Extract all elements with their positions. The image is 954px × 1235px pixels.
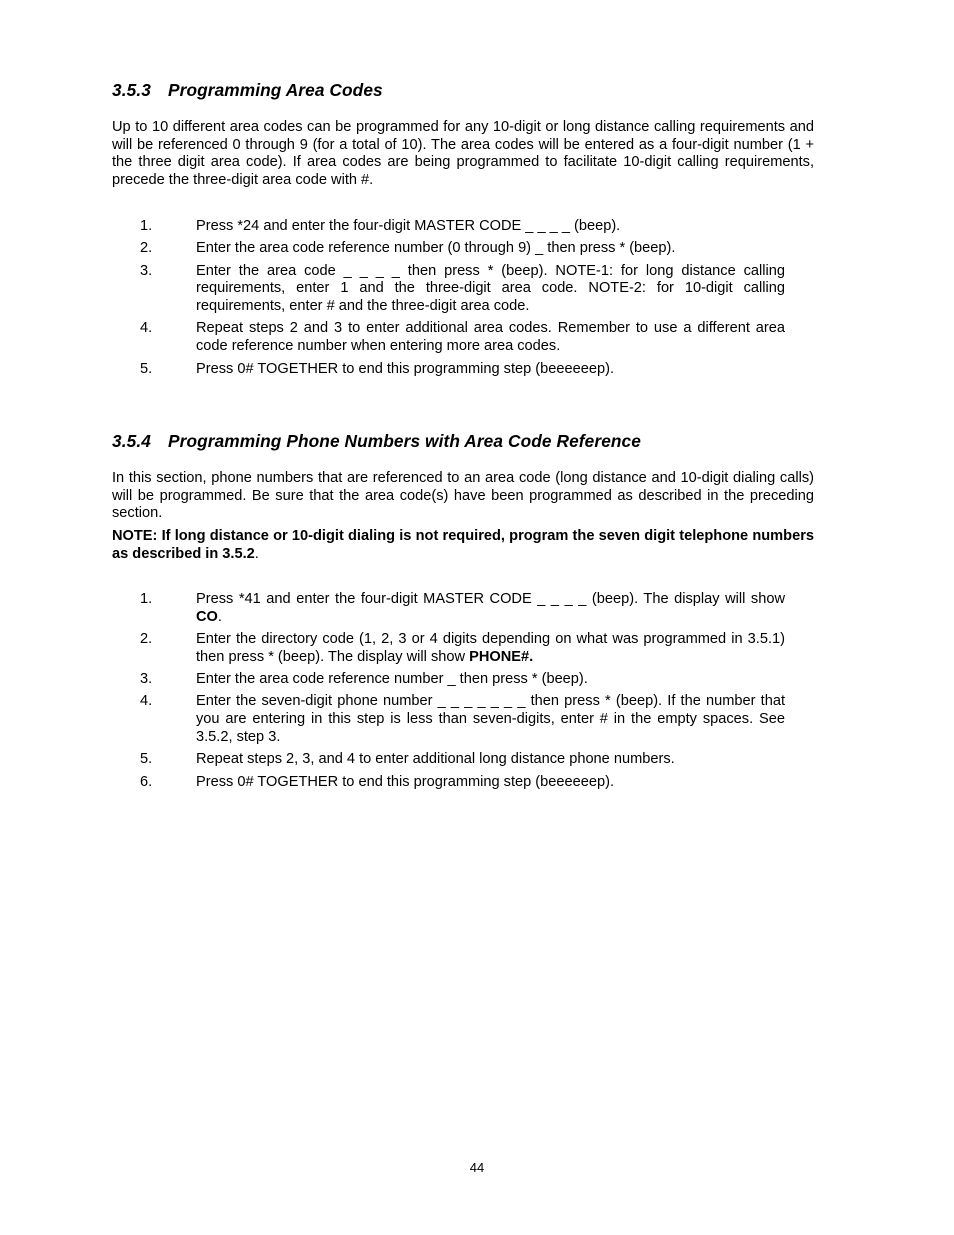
section-intro-paragraph: Up to 10 different area codes can be programmed for any 10-digit or long distance calling requirements and will be referenced 0 through 9 (for a total of 10). The area codes will be entered as a four-digit number (1 + the three digit area code). If area codes are being programmed to facilitate 10-digit calling requirements, precede the three-digit area code with #. bbox=[112, 119, 814, 188]
step-number: 5. bbox=[140, 751, 153, 768]
section-heading-3-5-4 bbox=[112, 431, 641, 452]
step-text: Repeat steps 2 and 3 to enter additional area codes. Remember to use a different area code reference number when entering more area codes. bbox=[196, 320, 785, 355]
step-number: 6. bbox=[140, 773, 153, 790]
step-text: Press *24 and enter the four-digit MASTER CODE _ _ _ _ (beep). bbox=[196, 218, 621, 234]
step-tail: . bbox=[217, 608, 222, 625]
note-bold-text: NOTE: If long distance or 10-digit dialing is not required, program the seven digit telephone numbers as described in 3.5.2 bbox=[112, 528, 814, 562]
note-tail: . bbox=[254, 545, 259, 562]
step-number: 5. bbox=[140, 360, 153, 377]
step-bold-text: PHONE#. bbox=[469, 648, 534, 665]
step-number: 2. bbox=[140, 631, 153, 648]
step-text: Press 0# TOGETHER to end this programming step (beeeeeep). bbox=[196, 360, 615, 377]
step-text: Enter the area code reference number (0 through 9) _ then press * (beep). bbox=[196, 240, 676, 257]
note-paragraph bbox=[112, 528, 814, 563]
list-item bbox=[0, 591, 954, 627]
step-text: Enter the area code reference number _ then press * (beep). bbox=[196, 671, 588, 688]
list-item bbox=[0, 631, 954, 667]
list-item bbox=[0, 240, 954, 258]
section-number: 3.5.3 bbox=[112, 80, 151, 100]
list-item bbox=[0, 361, 954, 379]
step-number: 3. bbox=[140, 671, 153, 688]
step-text: Press 0# TOGETHER to end this programming step (beeeeeep). bbox=[196, 773, 615, 790]
step-text: Enter the area code _ _ _ _ then press * (beep). NOTE-1: for long distance calling requirements, enter 1 and the three-digit area code. NOTE-2: for 10-digit calling requirements, enter # and the three-digit area code. bbox=[196, 262, 785, 315]
area-code-steps-list bbox=[0, 218, 954, 383]
phone-number-steps-list bbox=[0, 591, 954, 796]
section-title: Programming Area Codes bbox=[168, 80, 383, 100]
step-number: 1. bbox=[140, 591, 153, 607]
step-number: 2. bbox=[140, 240, 153, 257]
step-number: 1. bbox=[140, 218, 153, 234]
list-item bbox=[0, 263, 954, 316]
step-text: Repeat steps 2, 3, and 4 to enter additional long distance phone numbers. bbox=[196, 751, 675, 768]
section-title: Programming Phone Numbers with Area Code Reference bbox=[168, 431, 641, 451]
list-item bbox=[0, 218, 954, 236]
section-heading-3-5-3 bbox=[112, 80, 383, 101]
section-intro-paragraph: In this section, phone numbers that are referenced to an area code (long distance and 10-digit dialing calls) will be programmed. Be sure that the area code(s) have been programmed as described in the preceding section. bbox=[112, 470, 814, 522]
step-number: 4. bbox=[140, 693, 153, 710]
list-item bbox=[0, 751, 954, 769]
page-number: 44 bbox=[469, 1160, 485, 1175]
section-number: 3.5.4 bbox=[112, 431, 151, 451]
list-item bbox=[0, 774, 954, 792]
list-item bbox=[0, 693, 954, 746]
step-text: Enter the seven-digit phone number _ _ _ _ _ _ _ then press * (beep). If the number that you are entering in this step is less than seven-digits, enter # in the empty spaces. See 3.5.2, step 3. bbox=[196, 693, 785, 746]
step-text: Press *41 and enter the four-digit MASTER CODE _ _ _ _ (beep). The display will show bbox=[196, 591, 785, 607]
step-number: 4. bbox=[140, 320, 153, 337]
step-bold-text: CO bbox=[196, 608, 218, 625]
step-text: Enter the directory code (1, 2, 3 or 4 digits depending on what was programmed in 3.5.1) then press * (beep). The display will show bbox=[196, 631, 785, 665]
list-item bbox=[0, 320, 954, 356]
list-item bbox=[0, 671, 954, 689]
step-number: 3. bbox=[140, 262, 153, 279]
